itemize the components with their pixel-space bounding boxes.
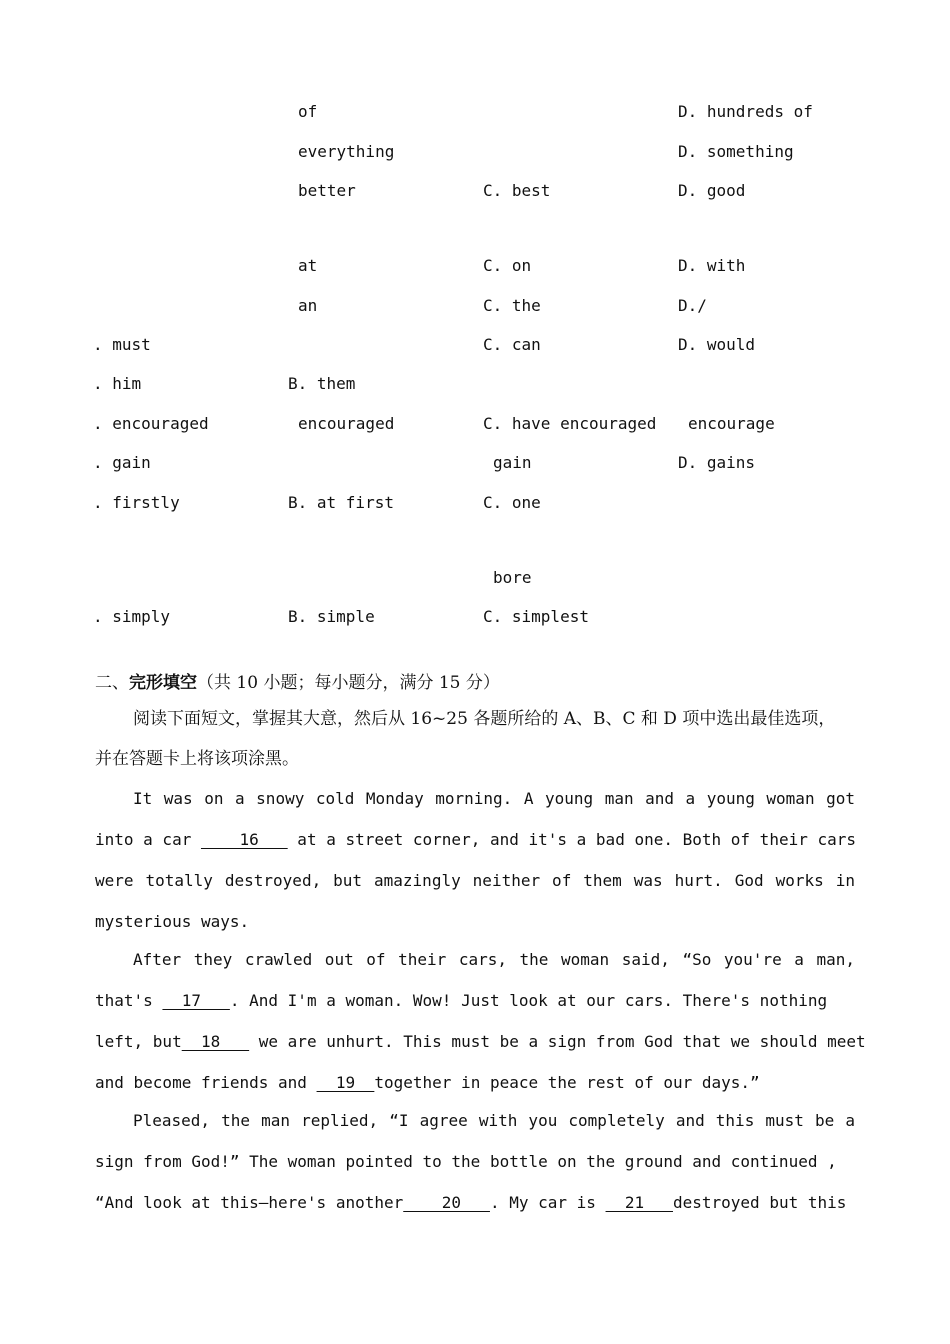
passage-text: and become friends and bbox=[95, 1073, 317, 1092]
option-a-r7: . him bbox=[93, 374, 142, 393]
option-d-r4: D. with bbox=[678, 256, 746, 275]
passage-line: sign from God!” The woman pointed to the bottle on the ground and continued , bbox=[95, 1152, 837, 1171]
passage-text: left, but bbox=[95, 1032, 182, 1051]
passage-text: . My car is bbox=[489, 1193, 606, 1212]
section-number: 二、 bbox=[95, 673, 129, 693]
option-b-r12: B. simple bbox=[288, 607, 375, 626]
section-heading bbox=[95, 672, 500, 694]
section-title: 完形填空 bbox=[129, 673, 197, 693]
option-c-r3: C. best bbox=[483, 181, 551, 200]
option-d-r1: D. hundreds of bbox=[678, 102, 813, 121]
passage-line bbox=[95, 1192, 855, 1214]
option-b-r7: B. them bbox=[288, 374, 356, 393]
passage-text: at a street corner, and it's a bad one. Both of their cars bbox=[287, 830, 857, 849]
passage-line bbox=[95, 1031, 866, 1053]
option-d-r3: D. good bbox=[678, 181, 746, 200]
section-note: （共 10 小题；每小题分，满分 15 分） bbox=[197, 673, 500, 693]
passage-line: Pleased, the man replied, “I agree with you completely and this must be a bbox=[133, 1111, 855, 1130]
option-d-r8: encourage bbox=[688, 414, 775, 433]
option-d-r5: D./ bbox=[678, 296, 707, 315]
option-c-r6: C. can bbox=[483, 335, 541, 354]
passage-line bbox=[95, 829, 855, 851]
option-a-r8: . encouraged bbox=[93, 414, 209, 433]
option-c-r10: C. one bbox=[483, 493, 541, 512]
option-b-r8: encouraged bbox=[298, 414, 395, 433]
option-d-r6: D. would bbox=[678, 335, 756, 354]
option-c-r9: gain bbox=[493, 453, 532, 472]
passage-line: It was on a snowy cold Monday morning. A young man and a young woman got bbox=[133, 789, 855, 808]
option-b-r10: B. at first bbox=[288, 493, 394, 512]
option-d-r9: D. gains bbox=[678, 453, 756, 472]
passage-text: into a car bbox=[95, 830, 201, 849]
blank-16[interactable]: 16 bbox=[200, 830, 288, 849]
option-c-r12: C. simplest bbox=[483, 607, 589, 626]
passage-line bbox=[95, 990, 855, 1012]
passage-line: After they crawled out of their cars, the woman said, “So you're a man, bbox=[133, 950, 855, 969]
passage-text: that's bbox=[95, 991, 163, 1010]
option-c-r8: C. have encouraged bbox=[483, 414, 657, 433]
option-d-r2: D. something bbox=[678, 142, 794, 161]
option-c-r4: C. on bbox=[483, 256, 532, 275]
passage-line: mysterious ways. bbox=[95, 912, 250, 931]
instructions-line-1: 阅读下面短文，掌握其大意，然后从 16~25 各题所给的 A、B、C 和 D 项中选出最佳选项， bbox=[133, 709, 836, 729]
option-a-r6: . must bbox=[93, 335, 151, 354]
option-b-r5: an bbox=[298, 296, 318, 315]
option-b-r1: of bbox=[298, 102, 318, 121]
option-c-r5: C. the bbox=[483, 296, 541, 315]
passage-text: destroyed but this bbox=[672, 1193, 847, 1212]
blank-21[interactable]: 21 bbox=[605, 1193, 673, 1212]
passage-text: together in peace the rest of our days.” bbox=[374, 1073, 760, 1092]
option-a-r10: . firstly bbox=[93, 493, 180, 512]
passage-line: were totally destroyed, but amazingly neither of them was hurt. God works in bbox=[95, 871, 855, 890]
option-a-r9: . gain bbox=[93, 453, 151, 472]
passage-text: . And I'm a woman. Wow! Just look at our cars. There's nothing bbox=[229, 991, 828, 1010]
instructions-line-2: 并在答题卡上将该项涂黑。 bbox=[95, 749, 299, 769]
blank-17[interactable]: 17 bbox=[162, 991, 230, 1010]
option-b-r4: at bbox=[298, 256, 318, 275]
passage-text: “And look at this—here's another bbox=[95, 1193, 404, 1212]
option-a-r12: . simply bbox=[93, 607, 171, 626]
passage-text: we are unhurt. This must be a sign from God that we should meet bbox=[249, 1032, 866, 1051]
option-c-r11: bore bbox=[493, 568, 532, 587]
option-b-r2: everything bbox=[298, 142, 395, 161]
blank-20[interactable]: 20 bbox=[403, 1193, 490, 1212]
blank-18[interactable]: 18 bbox=[181, 1032, 250, 1051]
option-b-r3: better bbox=[298, 181, 356, 200]
passage-line bbox=[95, 1072, 855, 1094]
blank-19[interactable]: 19 bbox=[316, 1073, 375, 1092]
